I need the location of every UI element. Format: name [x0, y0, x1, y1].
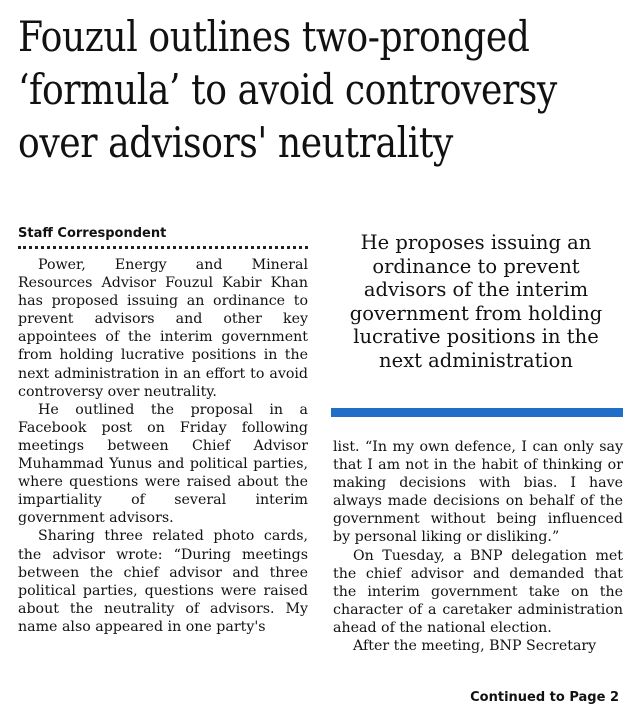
pull-quote-line: lucrative positions in the — [353, 325, 599, 348]
byline: Staff Correspondent — [18, 226, 167, 241]
pull-quote-line: advisors of the interim — [363, 278, 589, 301]
byline-divider — [18, 246, 308, 249]
article-column-right — [333, 438, 623, 655]
headline-line-1: Fouzul outlines two-pronged — [18, 12, 530, 61]
accent-bar — [331, 408, 623, 417]
pull-quote-line: ordinance to prevent — [372, 254, 580, 278]
paragraph: On Tuesday, a BNP delegation met the chief advisor and demanded that the interim government take on the character of a caretaker administration ahead of the national election. — [333, 547, 623, 636]
paragraph: He outlined the proposal in a Facebook post on Friday following meetings between Chief Advisor Muhammad Yunus and political parties, where questions were raised about the impartiality of several interim government advisors. — [18, 401, 308, 527]
paragraph: Power, Energy and Mineral Resources Advisor Fouzul Kabir Khan has proposed issuing an ordinance to prevent advisors and other key appointees of the interim government from holding lucrative positions in the next administration in an effort to avoid controversy over neutrality. — [18, 257, 308, 400]
continued-link[interactable]: Continued to Page 2 — [470, 690, 619, 705]
paragraph: After the meeting, BNP Secretary — [353, 638, 597, 655]
pull-quote-line: next administration — [379, 348, 573, 372]
pull-quote — [330, 231, 622, 372]
paragraph: list. “In my own defence, I can only say that I am not in the habit of thinking or making decisions with bias. I have always made decisions on behalf of the government without being influenced by personal liking or disliking.” — [333, 439, 623, 546]
pull-quote-line: government from holding — [349, 301, 603, 325]
headline-line-3: over advisors' neutrality — [18, 118, 453, 167]
headline-line-2: ‘formula’ to avoid controversy — [18, 65, 557, 114]
pull-quote-line: He proposes issuing an — [360, 231, 592, 254]
headline — [18, 10, 620, 169]
article-column-left — [18, 256, 308, 636]
paragraph: Sharing three related photo cards, the advisor wrote: “During meetings between the chief advisor and three political parties, questions were raised about the neutrality of advisors. My name also appeared in one party's — [18, 528, 308, 635]
